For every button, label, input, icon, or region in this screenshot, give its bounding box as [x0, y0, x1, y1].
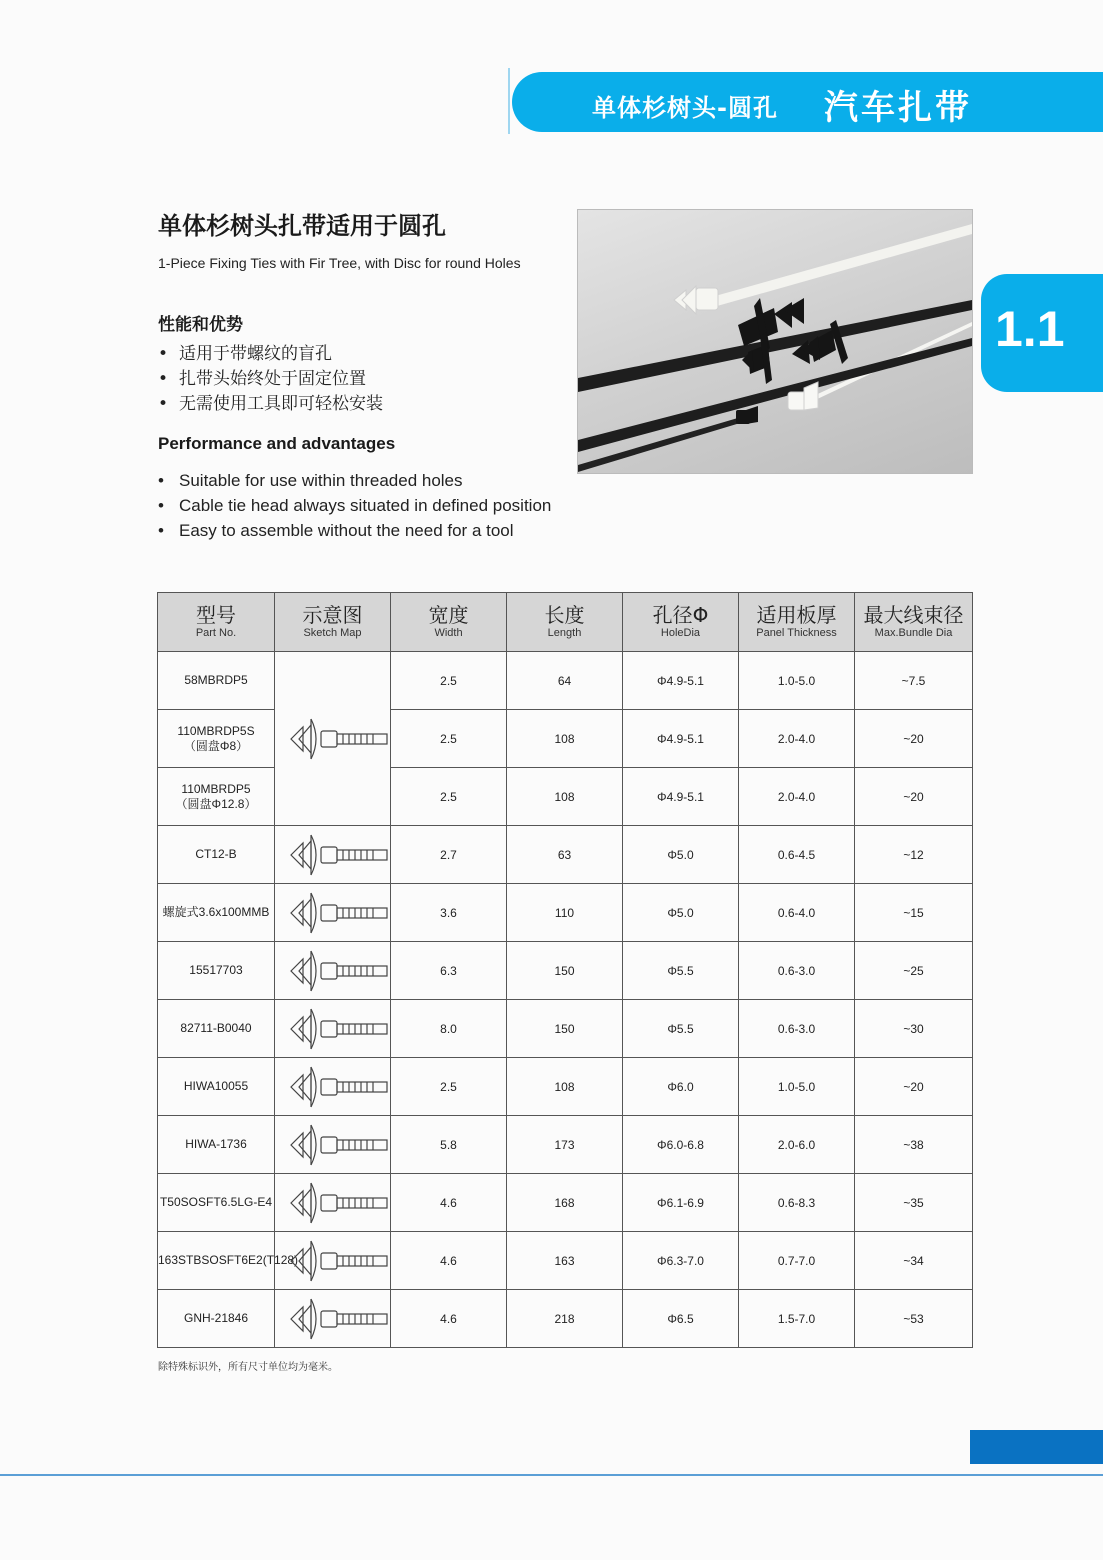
cell-width: 4.6 [391, 1174, 507, 1232]
cell-width: 2.5 [391, 1058, 507, 1116]
cell-max-bundle: ~15 [855, 884, 973, 942]
header-banner [512, 72, 1103, 132]
cell-sketch [275, 826, 391, 884]
part-number: 110MBRDP5S [177, 723, 255, 738]
cell-max-bundle: ~30 [855, 1000, 973, 1058]
cell-width: 8.0 [391, 1000, 507, 1058]
feature-item-en: • Cable tie head always situated in defined position [158, 493, 551, 518]
cell-panel-thickness: 0.6-3.0 [739, 1000, 855, 1058]
table-header-row [158, 593, 973, 652]
cell-sketch [275, 1116, 391, 1174]
part-number: CT12-B [195, 847, 237, 861]
cell-width: 2.5 [391, 652, 507, 710]
cell-part-no [158, 652, 275, 710]
cell-width: 6.3 [391, 942, 507, 1000]
cell-length: 108 [507, 710, 623, 768]
cell-width: 2.7 [391, 826, 507, 884]
part-number: GNH-21846 [183, 1311, 249, 1325]
cell-part-no [158, 768, 275, 826]
cell-max-bundle: ~20 [855, 1058, 973, 1116]
cell-length: 150 [507, 942, 623, 1000]
sketch-image [275, 887, 390, 939]
cell-length: 63 [507, 826, 623, 884]
cell-part-no [158, 1116, 275, 1174]
table-row [158, 1000, 973, 1058]
section-tab [981, 274, 1103, 392]
cell-panel-thickness: 0.6-4.5 [739, 826, 855, 884]
cell-max-bundle: ~20 [855, 710, 973, 768]
product-title-en: 1-Piece Fixing Ties with Fir Tree, with Disc for round Holes [158, 255, 521, 271]
banner-accent-line [508, 68, 510, 134]
cell-max-bundle: ~7.5 [855, 652, 973, 710]
cell-hole-dia: Φ6.5 [623, 1290, 739, 1348]
cell-length: 108 [507, 1058, 623, 1116]
part-number: T50SOSFT6.5LG-E4 [159, 1195, 273, 1209]
cell-length: 64 [507, 652, 623, 710]
cell-hole-dia: Φ4.9-5.1 [623, 710, 739, 768]
cell-sketch [275, 884, 391, 942]
cell-part-no [158, 1000, 275, 1058]
cell-hole-dia: Φ5.0 [623, 884, 739, 942]
product-photo [577, 209, 973, 474]
cell-panel-thickness: 0.6-8.3 [739, 1174, 855, 1232]
cell-hole-dia: Φ6.3-7.0 [623, 1232, 739, 1290]
cell-length: 163 [507, 1232, 623, 1290]
table-row [158, 1058, 973, 1116]
cell-width: 5.8 [391, 1116, 507, 1174]
cell-hole-dia: Φ5.5 [623, 1000, 739, 1058]
table-row [158, 826, 973, 884]
cell-max-bundle: ~20 [855, 768, 973, 826]
sketch-image [275, 1003, 390, 1055]
header-max-bundle-dia: 最大线束径 Max.Bundle Dia [855, 593, 973, 652]
table-row [158, 1174, 973, 1232]
sketch-image [275, 713, 390, 765]
cell-hole-dia: Φ6.0 [623, 1058, 739, 1116]
part-note: （圆盘Φ12.8） [175, 796, 257, 811]
footer-line [0, 1474, 1103, 1476]
features-heading-cn: 性能和优势 [158, 315, 243, 335]
cell-width: 3.6 [391, 884, 507, 942]
feature-item-cn: • 适用于带螺纹的盲孔 [158, 342, 383, 367]
part-note: （圆盘Φ8） [183, 738, 249, 753]
cell-length: 108 [507, 768, 623, 826]
cell-sketch [275, 1290, 391, 1348]
cell-panel-thickness: 1.5-7.0 [739, 1290, 855, 1348]
cell-length: 110 [507, 884, 623, 942]
table-row [158, 652, 973, 710]
table-row [158, 1232, 973, 1290]
banner-subtitle: 单体杉树头-圆孔 [592, 94, 778, 122]
cell-sketch [275, 942, 391, 1000]
cell-panel-thickness: 0.7-7.0 [739, 1232, 855, 1290]
part-number: 15517703 [189, 963, 243, 977]
footnote: 除特殊标识外，所有尺寸单位均为毫米。 [158, 1362, 338, 1373]
part-number: 82711-B0040 [180, 1021, 252, 1035]
sketch-image [275, 1177, 390, 1229]
features-heading-en: Performance and advantages [158, 434, 396, 453]
cell-part-no [158, 1174, 275, 1232]
cell-part-no [158, 1058, 275, 1116]
cell-sketch [275, 652, 391, 826]
cell-part-no [158, 710, 275, 768]
cell-length: 218 [507, 1290, 623, 1348]
part-number: 螺旋式3.6x100MMB [162, 905, 270, 919]
cell-max-bundle: ~53 [855, 1290, 973, 1348]
features-list-cn [158, 342, 383, 417]
cell-hole-dia: Φ6.1-6.9 [623, 1174, 739, 1232]
product-title-cn: 单体杉树头扎带适用于圆孔 [158, 212, 446, 240]
table-row [158, 942, 973, 1000]
section-number: 1.1 [995, 301, 1065, 357]
cell-max-bundle: ~35 [855, 1174, 973, 1232]
sketch-image [275, 1061, 390, 1113]
header-sketch-map: 示意图 Sketch Map [275, 593, 391, 652]
cell-length: 150 [507, 1000, 623, 1058]
cell-hole-dia: Φ6.0-6.8 [623, 1116, 739, 1174]
cell-length: 168 [507, 1174, 623, 1232]
cell-width: 2.5 [391, 710, 507, 768]
table-row [158, 1116, 973, 1174]
header-width: 宽度 Width [391, 593, 507, 652]
feature-item-cn: • 无需使用工具即可轻松安装 [158, 392, 383, 417]
cell-panel-thickness: 1.0-5.0 [739, 652, 855, 710]
cell-length: 173 [507, 1116, 623, 1174]
spec-table [157, 592, 973, 1348]
sketch-image [275, 1293, 390, 1345]
cell-part-no [158, 1232, 299, 1290]
part-number: HIWA-1736 [185, 1137, 247, 1151]
cell-max-bundle: ~34 [855, 1232, 973, 1290]
cell-hole-dia: Φ4.9-5.1 [623, 652, 739, 710]
header-panel-thickness: 适用板厚 Panel Thickness [739, 593, 855, 652]
cell-hole-dia: Φ5.0 [623, 826, 739, 884]
cell-part-no [158, 942, 275, 1000]
footer-accent-block [970, 1430, 1103, 1464]
cell-hole-dia: Φ5.5 [623, 942, 739, 1000]
cell-width: 2.5 [391, 768, 507, 826]
feature-item-en: • Suitable for use within threaded holes [158, 468, 551, 493]
cell-part-no [158, 884, 275, 942]
header-hole-dia: 孔径Φ HoleDia [623, 593, 739, 652]
part-number: 58MBRDP5 [184, 673, 248, 687]
cell-width: 4.6 [391, 1232, 507, 1290]
sketch-image [275, 1119, 390, 1171]
cell-part-no [158, 826, 275, 884]
cell-max-bundle: ~25 [855, 942, 973, 1000]
sketch-image [275, 829, 390, 881]
cell-sketch [275, 1174, 391, 1232]
cell-panel-thickness: 2.0-6.0 [739, 1116, 855, 1174]
cell-sketch [275, 1000, 391, 1058]
cell-panel-thickness: 0.6-4.0 [739, 884, 855, 942]
sketch-image [275, 945, 390, 997]
part-number: 163STBSOSFT6E2(T128) [158, 1253, 299, 1267]
cell-max-bundle: ~38 [855, 1116, 973, 1174]
header-length: 长度 Length [507, 593, 623, 652]
part-number: 110MBRDP5 [181, 781, 251, 796]
table-row [158, 1290, 973, 1348]
header-part-no: 型号 Part No. [158, 593, 275, 652]
cell-part-no [158, 1290, 275, 1348]
cell-panel-thickness: 1.0-5.0 [739, 1058, 855, 1116]
cell-hole-dia: Φ4.9-5.1 [623, 768, 739, 826]
cell-panel-thickness: 2.0-4.0 [739, 768, 855, 826]
feature-item-en: • Easy to assemble without the need for a tool [158, 518, 551, 543]
cell-width: 4.6 [391, 1290, 507, 1348]
cell-panel-thickness: 0.6-3.0 [739, 942, 855, 1000]
table-row [158, 884, 973, 942]
part-number: HIWA10055 [183, 1079, 249, 1093]
cell-sketch [275, 1058, 391, 1116]
cell-panel-thickness: 2.0-4.0 [739, 710, 855, 768]
feature-item-cn: • 扎带头始终处于固定位置 [158, 367, 383, 392]
cell-max-bundle: ~12 [855, 826, 973, 884]
banner-category: 汽车扎带 [824, 88, 972, 128]
features-list-en [158, 468, 551, 543]
